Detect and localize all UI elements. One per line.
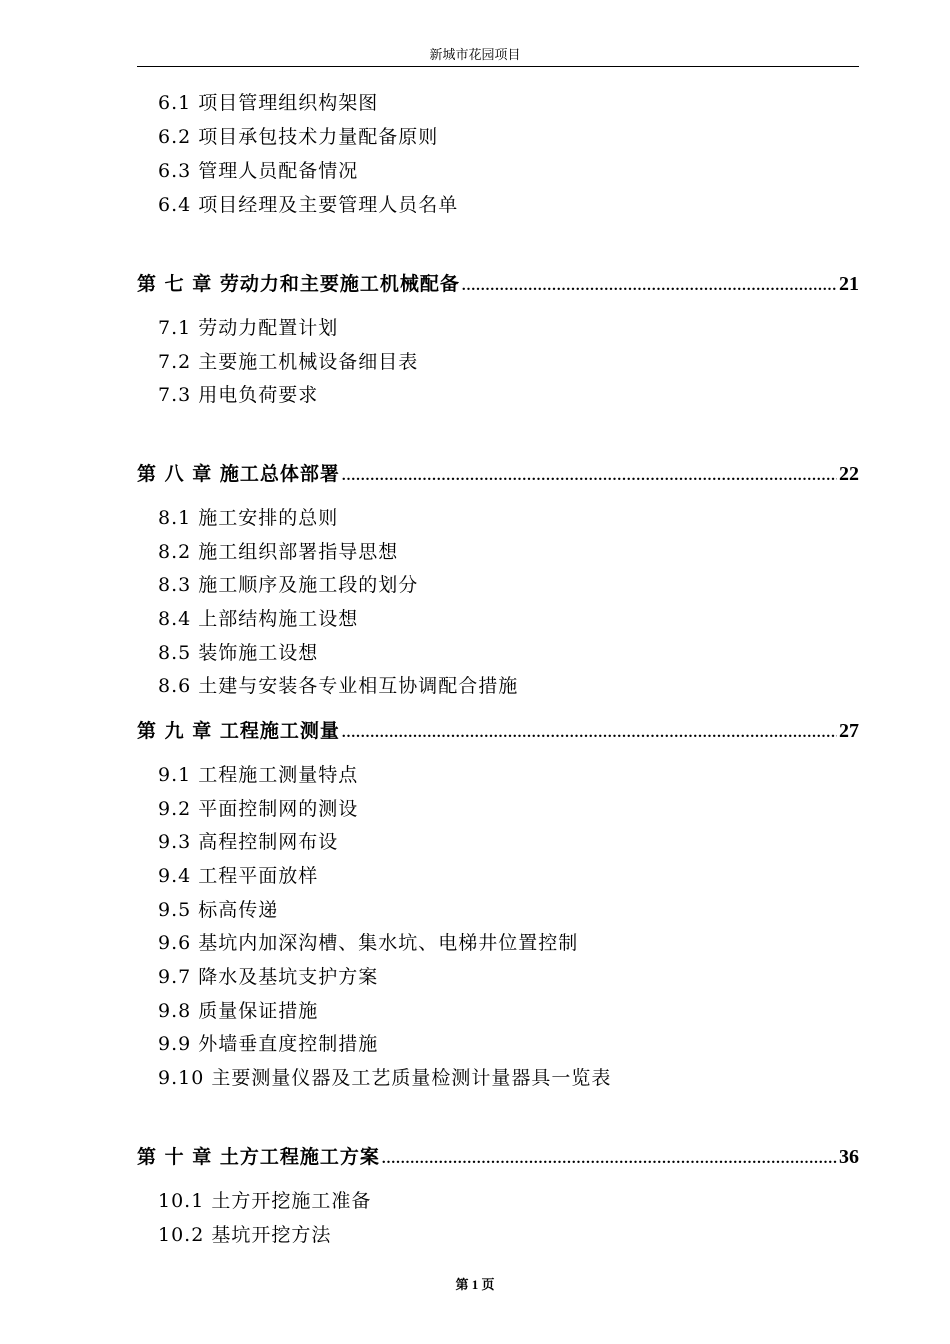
page-number: 36 bbox=[839, 1146, 859, 1168]
toc-entry-7-3[interactable]: 7.3 用电负荷要求 bbox=[158, 384, 319, 406]
chapter-title: 第 九 章 工程施工测量 bbox=[137, 720, 340, 742]
toc-entry-10-2[interactable]: 10.2 基坑开挖方法 bbox=[158, 1224, 332, 1246]
leader-dots bbox=[342, 468, 837, 485]
toc-chapter-9[interactable] bbox=[137, 716, 859, 742]
toc-entry-6-2[interactable]: 6.2 项目承包技术力量配备原则 bbox=[158, 126, 439, 148]
chapter-title: 第 十 章 土方工程施工方案 bbox=[137, 1146, 380, 1168]
leader-dots bbox=[382, 1151, 837, 1168]
toc-entry-6-1[interactable]: 6.1 项目管理组织构架图 bbox=[158, 92, 379, 114]
toc-entry-7-1[interactable]: 7.1 劳动力配置计划 bbox=[158, 317, 339, 339]
toc-chapter-8[interactable] bbox=[137, 459, 859, 485]
toc-entry-8-5[interactable]: 8.5 装饰施工设想 bbox=[158, 642, 319, 664]
toc-entry-8-4[interactable]: 8.4 上部结构施工设想 bbox=[158, 608, 359, 630]
toc-entry-9-4[interactable]: 9.4 工程平面放样 bbox=[158, 865, 319, 887]
leader-dots bbox=[462, 278, 837, 295]
toc-entry-8-2[interactable]: 8.2 施工组织部署指导思想 bbox=[158, 541, 399, 563]
toc-entry-9-6[interactable]: 9.6 基坑内加深沟槽、集水坑、电梯井位置控制 bbox=[158, 932, 579, 954]
toc-entry-10-1[interactable]: 10.1 土方开挖施工准备 bbox=[158, 1190, 372, 1212]
toc-entry-9-7[interactable]: 9.7 降水及基坑支护方案 bbox=[158, 966, 379, 988]
leader-dots bbox=[342, 725, 837, 742]
header-rule bbox=[137, 66, 859, 67]
toc-entry-8-6[interactable]: 8.6 土建与安装各专业相互协调配合措施 bbox=[158, 675, 519, 697]
toc-entry-9-1[interactable]: 9.1 工程施工测量特点 bbox=[158, 764, 359, 786]
toc-entry-9-9[interactable]: 9.9 外墙垂直度控制措施 bbox=[158, 1033, 379, 1055]
page-number: 22 bbox=[839, 463, 859, 485]
chapter-title: 第 八 章 施工总体部署 bbox=[137, 463, 340, 485]
page-footer: 第 1 页 bbox=[455, 1277, 495, 1292]
chapter-title: 第 七 章 劳动力和主要施工机械配备 bbox=[137, 273, 460, 295]
toc-entry-9-2[interactable]: 9.2 平面控制网的测设 bbox=[158, 798, 359, 820]
page-number: 27 bbox=[839, 720, 859, 742]
toc-entry-9-10[interactable]: 9.10 主要测量仪器及工艺质量检测计量器具一览表 bbox=[158, 1067, 612, 1089]
page-number: 21 bbox=[839, 273, 859, 295]
toc-chapter-10[interactable] bbox=[137, 1142, 859, 1168]
page-header: 新城市花园项目 bbox=[429, 48, 521, 63]
toc-entry-8-3[interactable]: 8.3 施工顺序及施工段的划分 bbox=[158, 574, 419, 596]
toc-chapter-7[interactable] bbox=[137, 269, 859, 295]
toc-entry-8-1[interactable]: 8.1 施工安排的总则 bbox=[158, 507, 339, 529]
toc-entry-9-8[interactable]: 9.8 质量保证措施 bbox=[158, 1000, 319, 1022]
toc-entry-6-3[interactable]: 6.3 管理人员配备情况 bbox=[158, 160, 359, 182]
toc-entry-6-4[interactable]: 6.4 项目经理及主要管理人员名单 bbox=[158, 194, 459, 216]
toc-entry-9-3[interactable]: 9.3 高程控制网布设 bbox=[158, 831, 339, 853]
toc-entry-9-5[interactable]: 9.5 标高传递 bbox=[158, 899, 279, 921]
toc-entry-7-2[interactable]: 7.2 主要施工机械设备细目表 bbox=[158, 351, 419, 373]
